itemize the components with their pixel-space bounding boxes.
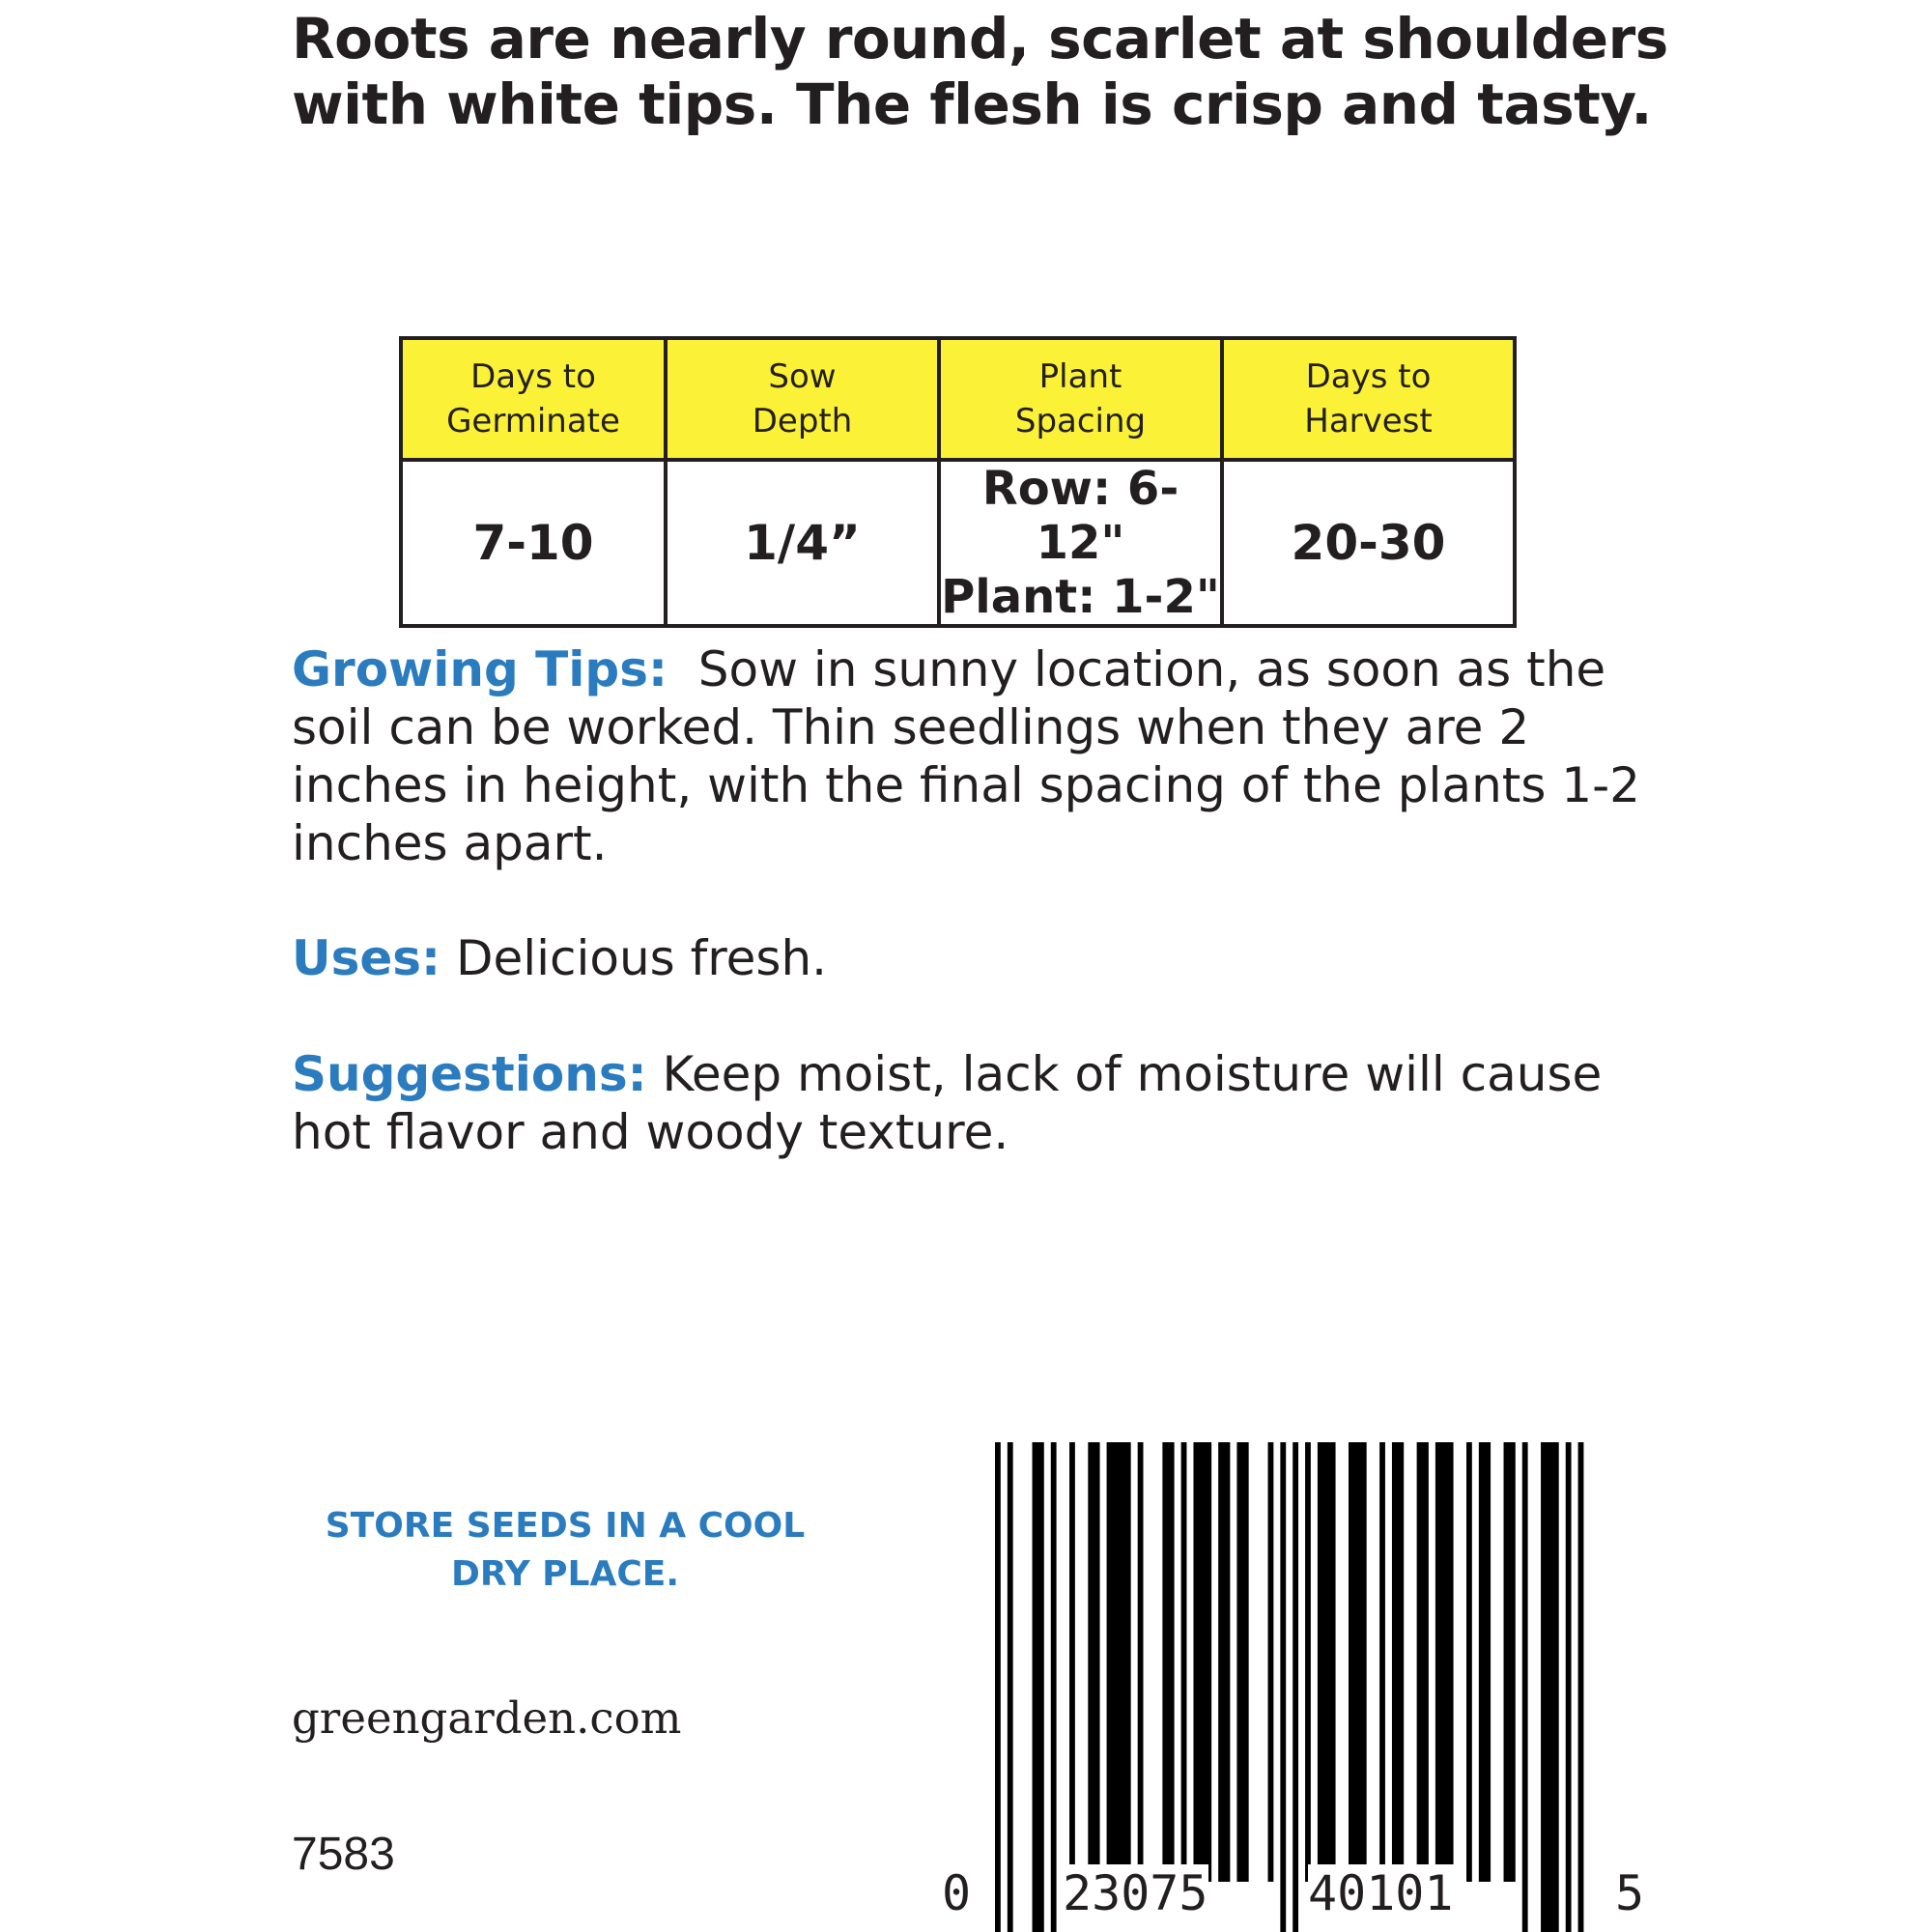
barcode-bar [1466,1442,1472,1882]
barcode-bar [1566,1442,1572,1932]
barcode-bar [1268,1442,1274,1882]
barcode-first-digit: 0 [942,1865,972,1921]
suggestions [292,1045,1683,1161]
uses-text: Delicious fresh. [455,930,828,986]
harvest-value: 20-30 [1222,460,1515,626]
uses [292,929,1683,987]
barcode-bar [1379,1442,1385,1882]
plant-spacing: Plant: 1-2" [941,570,1220,624]
barcode-bar [1435,1442,1454,1882]
barcode-bar [1318,1442,1336,1882]
growing-tips-label: Growing Tips: [292,641,668,697]
barcode-bar [1138,1442,1144,1882]
barcode-bar [1541,1442,1559,1932]
barcode-bar [1218,1442,1230,1882]
sow-depth-value: 1/4” [666,460,939,626]
barcode-bar [1193,1442,1211,1882]
barcode-bar [1522,1442,1528,1932]
barcode-left-digits: 23075 [1063,1865,1208,1921]
barcode-bar [1504,1442,1516,1882]
table-row [401,460,1515,626]
barcode-bar [1293,1442,1298,1932]
barcode-bar [1305,1442,1311,1882]
barcode-last-digit: 5 [1615,1865,1645,1921]
website: greengarden.com [292,1692,682,1744]
barcode-bar [1280,1442,1286,1932]
barcode [995,1442,1584,1932]
barcode-bar [1181,1442,1187,1882]
barcode-bar [1162,1442,1174,1882]
barcode-bar [1578,1442,1584,1932]
growing-tips-text: Sow in sunny location, as soon as the soil can be worked. Thin seedlings when they are 2 inches in height, with the final spacing of the plants 1-2 inches apart. [292,641,1640,871]
uses-label: Uses: [292,930,441,986]
growing-tips [292,640,1683,872]
barcode-bar [1008,1442,1013,1932]
plant-spacing-value [939,460,1222,626]
growing-info-table [399,336,1517,628]
header-days-to-germinate: Days to Germinate [401,338,666,460]
storage-notice: STORE SEEDS IN A COOL DRY PLACE. [325,1506,806,1594]
header-plant-spacing: Plant Spacing [939,338,1222,460]
barcode-bar [995,1442,1001,1932]
barcode-right-digits: 40101 [1308,1865,1454,1921]
product-description: Roots are nearly round, scarlet at shoulders with white tips. The flesh is crisp and tasty. [292,6,1668,137]
barcode-bar [1417,1442,1429,1882]
barcode-bar [1088,1442,1099,1882]
barcode-bar [1107,1442,1131,1882]
barcode-bar [1479,1442,1491,1882]
barcode-bar [1236,1442,1248,1882]
germinate-value: 7-10 [401,460,666,626]
barcode-bar [1392,1442,1404,1882]
barcode-bar [1033,1442,1044,1932]
item-number: 7583 [292,1829,395,1880]
barcode-bar [1051,1442,1057,1932]
row-spacing: Row: 6-12" [981,462,1179,570]
table-header-row [401,338,1515,460]
suggestions-label: Suggestions: [292,1046,647,1102]
barcode-bar [1069,1442,1075,1882]
header-days-to-harvest: Days to Harvest [1222,338,1515,460]
suggestions-text: Keep moist, lack of moisture will cause hot flavor and woody texture. [292,1046,1603,1160]
barcode-bar [1349,1442,1367,1882]
header-sow-depth: Sow Depth [666,338,939,460]
